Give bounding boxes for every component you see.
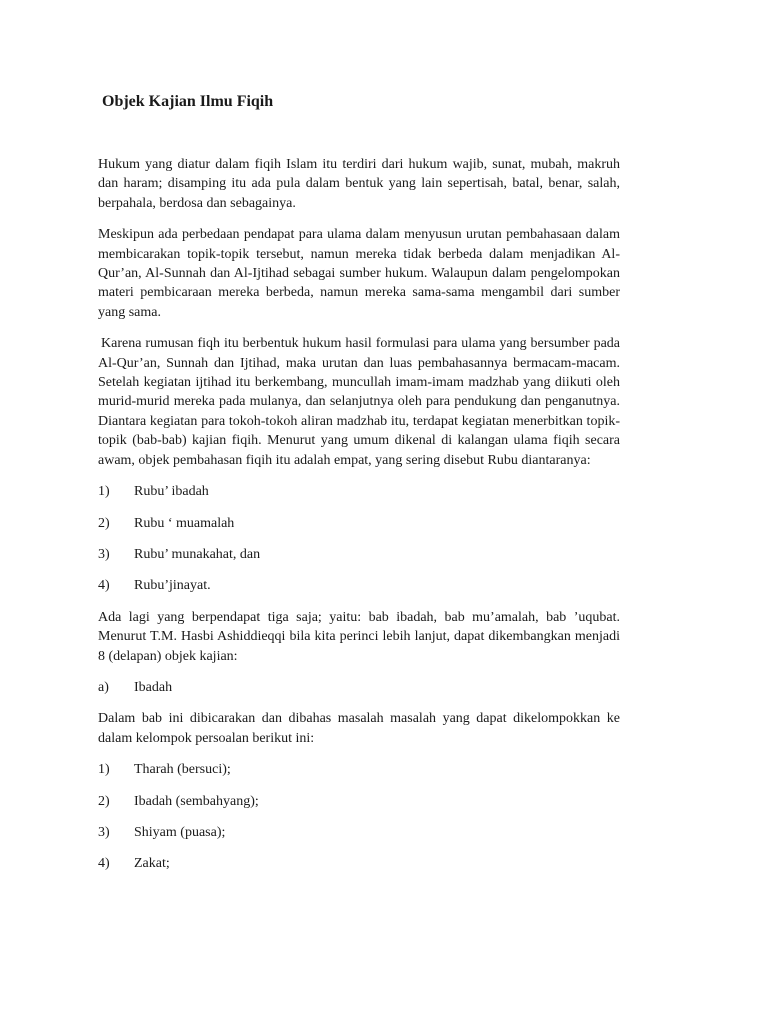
list-item [98, 514, 620, 533]
list-marker: 3) [98, 546, 110, 562]
list-marker: 1) [98, 762, 110, 778]
document-body [98, 155, 620, 886]
paragraph-perbedaan: Meskipun ada perbedaan pendapat para ulama dalam menyusun urutan pembahasaan dalam membicarakan topik-topik tersebut, namun mereka tidak berbeda dalam menjadikan Al-Qur’an, Al-Sunnah dan Al-Ijtihad sebagai sumber hukum. Walaupun dalam pengelompokan materi pembicaraan mereka berbeda, namun mereka sama-sama mengambil dari sumber yang sama. [98, 227, 620, 320]
list-item-text: Tharah (bersuci); [134, 762, 231, 778]
paragraph-tiga-saja: Ada lagi yang berpendapat tiga saja; yaitu: bab ibadah, bab mu’amalah, bab ’uqubat. Menurut T.M. Hasbi Ashiddieqqi bila kita perinci lebih lanjut, dapat dikembangkan menjadi 8 (delapan) objek kajian: [98, 609, 620, 664]
list-marker: 2) [98, 515, 110, 531]
list-marker: 2) [98, 793, 110, 809]
list-item-text: Rubu’ munakahat, dan [134, 546, 261, 562]
rubu-list [98, 482, 620, 596]
list-item-text: Rubu ‘ muamalah [134, 515, 235, 531]
list-marker: a) [98, 679, 109, 695]
list-item [98, 792, 620, 811]
list-item [98, 482, 620, 501]
paragraph-ibadah: Dalam bab ini dibicarakan dan dibahas masalah masalah yang dapat dikelompokkan ke dalam kelompok persoalan berikut ini: [98, 711, 620, 746]
list-item-text: Ibadah (sembahyang); [134, 793, 259, 809]
list-marker: 3) [98, 824, 110, 840]
list-marker: 4) [98, 856, 110, 872]
page-title: Objek Kajian Ilmu Fiqih [102, 93, 274, 110]
list-item-text: Rubu’jinayat. [134, 578, 211, 594]
list-item-text: Rubu’ ibadah [134, 484, 209, 500]
list-item-text: Shiyam (puasa); [134, 824, 226, 840]
ibadah-list [98, 760, 620, 874]
list-item [98, 760, 620, 779]
paragraph-hukum: Hukum yang diatur dalam fiqih Islam itu terdiri dari hukum wajib, sunat, mubah, makruh dan haram; disamping itu ada pula dalam bentuk yang lain sepertisah, batal, benar, salah, berpahala, berdosa dan sebagainya. [98, 157, 620, 211]
list-marker: 1) [98, 484, 110, 500]
list-item [98, 545, 620, 564]
paragraph-rumusan: Karena rumusan fiqh itu berbentuk hukum hasil formulasi para ulama yang bersumber pada Al-Qur’an, Sunnah dan Ijtihad, maka urutan dan luas pembahasannya bermacam-macam. Setelah kegiatan ijtihad itu berkembang, muncullah imam-imam madzhab yang diikuti oleh murid-murid mereka pada mulanya, dan selanjutnya oleh para pendukung dan penganutnya. Diantara kegiatan para tokoh-tokoh aliran madzhab itu, terdapat kegiatan menerbitkan topik-topik (bab-bab) kajian fiqih. Menurut yang umum dikenal di kalangan ulama fiqih secara awam, objek pembahasan fiqih itu adalah empat, yang sering disebut Rubu diantaranya: [98, 336, 620, 468]
sub-heading-ibadah [98, 678, 620, 697]
sub-heading-list [98, 678, 620, 697]
list-item [98, 854, 620, 873]
sub-heading-text: Ibadah [134, 679, 173, 695]
list-item-text: Zakat; [134, 856, 170, 872]
list-marker: 4) [98, 578, 110, 594]
list-item [98, 823, 620, 842]
list-item [98, 576, 620, 595]
